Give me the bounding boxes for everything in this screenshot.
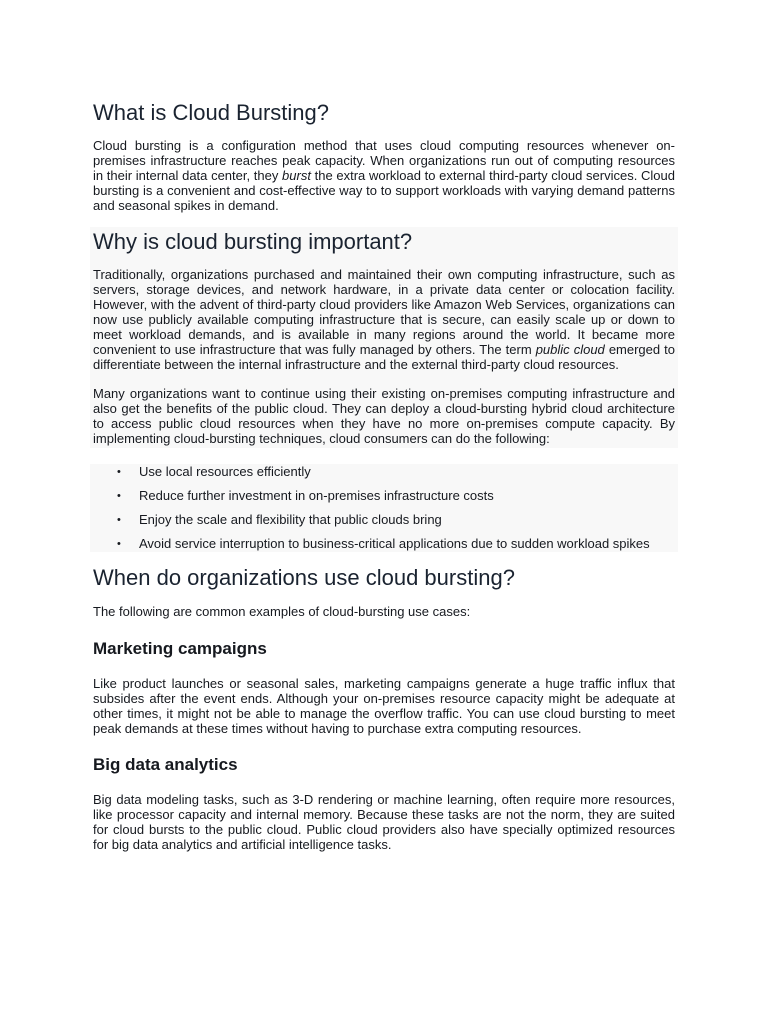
bullet-icon: • (117, 490, 121, 502)
article-content (93, 98, 675, 852)
paragraph-hybrid: Many organizations want to continue using their existing on-premises computing infrastructure and also get the benefits of the public cloud. They can deploy a cloud-bursting hybrid cloud architecture to access public cloud resources when they have no more on-premises compute capacity. By implementing cloud-bursting techniques, cloud consumers can do the following: (93, 386, 675, 446)
paragraph-definition (93, 138, 675, 213)
paragraph-marketing: Like product launches or seasonal sales, marketing campaigns generate a huge traffic influx that subsides after the event ends. Although your on-premises resource capacity might be adequate at other times, it might not be able to manage the overflow traffic. You can use cloud bursting to meet peak demands at these times without having to purchase extra computing resources. (93, 676, 675, 736)
heading-when-use: When do organizations use cloud bursting? (93, 565, 515, 590)
paragraph-definition-end: the extra workload to external third-party cloud services. Cloud bursting is a convenient and cost-effective way to to support workloads with varying demand patterns and seasonal spikes in demand. (93, 168, 675, 213)
heading-big-data-analytics: Big data analytics (93, 755, 238, 774)
bullet-icon: • (117, 538, 121, 550)
list-item-text: Enjoy the scale and flexibility that public clouds bring (139, 512, 442, 527)
list-item (93, 488, 675, 504)
paragraph-traditionally (93, 267, 675, 372)
bullet-icon: • (117, 466, 121, 478)
list-item (93, 512, 675, 528)
heading-marketing-campaigns: Marketing campaigns (93, 639, 267, 658)
bullet-icon: • (117, 514, 121, 526)
paragraph-traditionally-end: emerged to differentiate between the internal infrastructure and the external third-party cloud resources. (93, 342, 675, 372)
heading-why-important: Why is cloud bursting important? (93, 229, 413, 254)
list-item-text: Avoid service interruption to business-critical applications due to sudden workload spikes (139, 536, 650, 551)
paragraph-definition-start: Cloud bursting is a configuration method that uses cloud computing resources whenever on-premises infrastructure reaches peak capacity. When organizations run out of computing resources in their internal data center, they (93, 138, 675, 183)
heading-what-is-cloud-bursting: What is Cloud Bursting? (93, 100, 329, 125)
list-item-text: Reduce further investment in on-premises infrastructure costs (139, 488, 494, 503)
paragraph-big-data: Big data modeling tasks, such as 3-D rendering or machine learning, often require more resources, like processor capacity and internal memory. Because these tasks are not the norm, they are suited for cloud bursts to the public cloud. Public cloud providers also have specially optimized resources for big data analytics and artificial intelligence tasks. (93, 792, 675, 852)
paragraph-use-cases-intro: The following are common examples of cloud-bursting use cases: (93, 604, 471, 619)
benefits-list (93, 464, 675, 552)
shaded-benefits-list (90, 464, 678, 552)
list-item (93, 464, 675, 480)
emphasis-burst: burst (282, 168, 311, 183)
emphasis-public-cloud: public cloud (535, 342, 605, 357)
list-item (93, 536, 675, 552)
shaded-section-why (90, 227, 678, 448)
list-item-text: Use local resources efficiently (139, 464, 311, 479)
paragraph-traditionally-start: Traditionally, organizations purchased and maintained their own computing infrastructure, such as servers, storage devices, and network hardware, in a private data center or colocation facility. However, with the advent of third-party cloud providers like Amazon Web Services, organizations can now use publicly available computing infrastructure that is secure, can easily scale up or down to meet workload demands, and is available in many regions around the world. It became more convenient to use infrastructure that was fully managed by others. The term (93, 267, 675, 357)
